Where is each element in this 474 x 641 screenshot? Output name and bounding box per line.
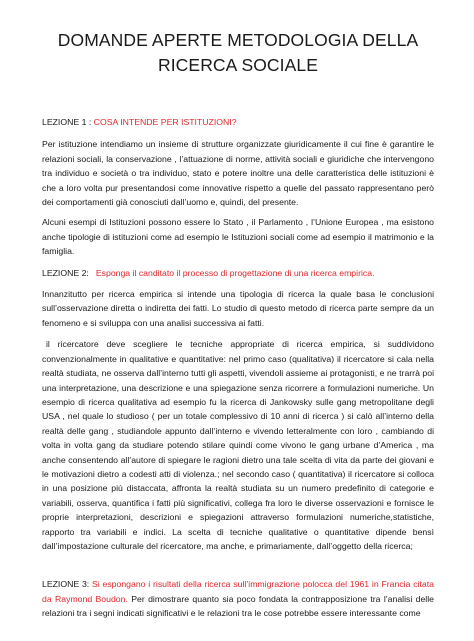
lesson-1-heading xyxy=(42,115,434,129)
lesson-1-paragraph-1: Per istituzione intendiamo un insieme di strutture organizzate giuridicamente il cui fine è garantire le relazioni sociali, la conservazione , l’attuazione di norme, attività sociali e giuridiche che intervengono tra individuo e società o tra individuo, stato e potere inoltre una delle caratteristica delle istituzioni è che a loro volta pur presentandosi come innovative rispetto a quelle del passato rappresentano però dei comportamenti già conosciuti dall’uomo e, quindi, del presente. xyxy=(42,139,434,208)
lesson-1-question: COSA INTENDE PER ISTITUZIONI? xyxy=(93,117,237,127)
document-body xyxy=(42,115,434,621)
lesson-3-text: Per dimostrare quanto sia poco fondata la contrapposizione tra l’analisi delle relazioni tra i segni indicati significativi e le relazioni tra le cose potrebbe essere interessante come xyxy=(42,593,434,619)
document-page xyxy=(0,28,474,641)
document-title: DOMANDE APERTE METODOLOGIA DELLA RICERCA SOCIALE xyxy=(57,30,419,75)
lesson-2-question: Esponga il canditato il processo di progettazione di una ricerca empirica. xyxy=(95,267,375,278)
lesson-2-paragraph-1: Innanzitutto per ricerca empirica si intende una tipologia di ricerca la quale basa le conclusioni sull’osservazione diretta o indiretta dei fatti. Lo studio di questo metodo di ricerca parte sempre da un fenomeno e si sviluppa con una analisi successiva ai fatti. xyxy=(42,289,434,328)
lesson-3-label: LEZIONE 3: xyxy=(42,579,90,590)
lesson-2-paragraph-2: il ricercatore deve scegliere le tecniche appropriate di ricerca empirica, si suddividono convenzionalmente in qualitative e quantitative: nel primo caso (qualitativa) il ricercatore si cala nella realtà studiata, ne osserva dall’interno tutti gli aspetti, vivendoli assieme ai protagonisti, e ne trarrà poi una interpretazione, una descrizione e una spiegazione senza ricorrere a formulazioni numeriche. Un esempio di ricerca qualitativa ad esempio fu la ricerca di Jankowsky sulle gang metropolitane degli USA , nel quale lo studioso ( per un totale complessivo di 10 anni di ricerca ) si calò all’interno della realtà delle gang , studiandole appunto dall’interno e vivendo letteralmente con loro , cambiando di volta in volta gang da studiare potendo stilare quindi come vivono le gang urbane d’America , ma anche consentendo all’autore di spiegare le ragioni dietro una tale scelta di vita da parte dei giovani e le motivazioni dietro a codesti atti di violenza.; nel secondo caso ( quantitativa) il ricercatore si colloca in una posizione più distaccata, affronta la realtà studiata su un numero predefinito di categorie e variabili, osserva, quantifica i fatti più significativi, collega fra loro le diverse osservazioni e fornisce le proprie interpretazioni, descrizioni e spiegazioni attraverso formulazioni numeriche,statistiche, rapporto tra variabili e indici. La scelta di tecniche qualitative o quantitative dipende bensì dall’impostazione culturale del ricercatore, ma anche, e primariamente, dall’oggetto della ricerca; xyxy=(42,339,434,551)
lesson-3-question: Si espongano i risultati della ricerca sull’immigrazione polocca del 1961 in Francia citata da Raymond Boudon. xyxy=(42,579,434,604)
lesson-2-heading xyxy=(42,266,434,280)
lesson-1-paragraph-2: Alcuni esempi di Istituzioni possono essere lo Stato , il Parlamento , l’Unione Europea , ma esistono anche tipologie di istituzioni come ad esempio le Istituzioni sociali come ad esempio il matrimonio e la famiglia. xyxy=(42,217,434,257)
lesson-2-label: LEZIONE 2: xyxy=(42,267,89,278)
lesson-3-block xyxy=(42,577,434,620)
lesson-1-label: LEZIONE 1 : xyxy=(42,117,94,127)
